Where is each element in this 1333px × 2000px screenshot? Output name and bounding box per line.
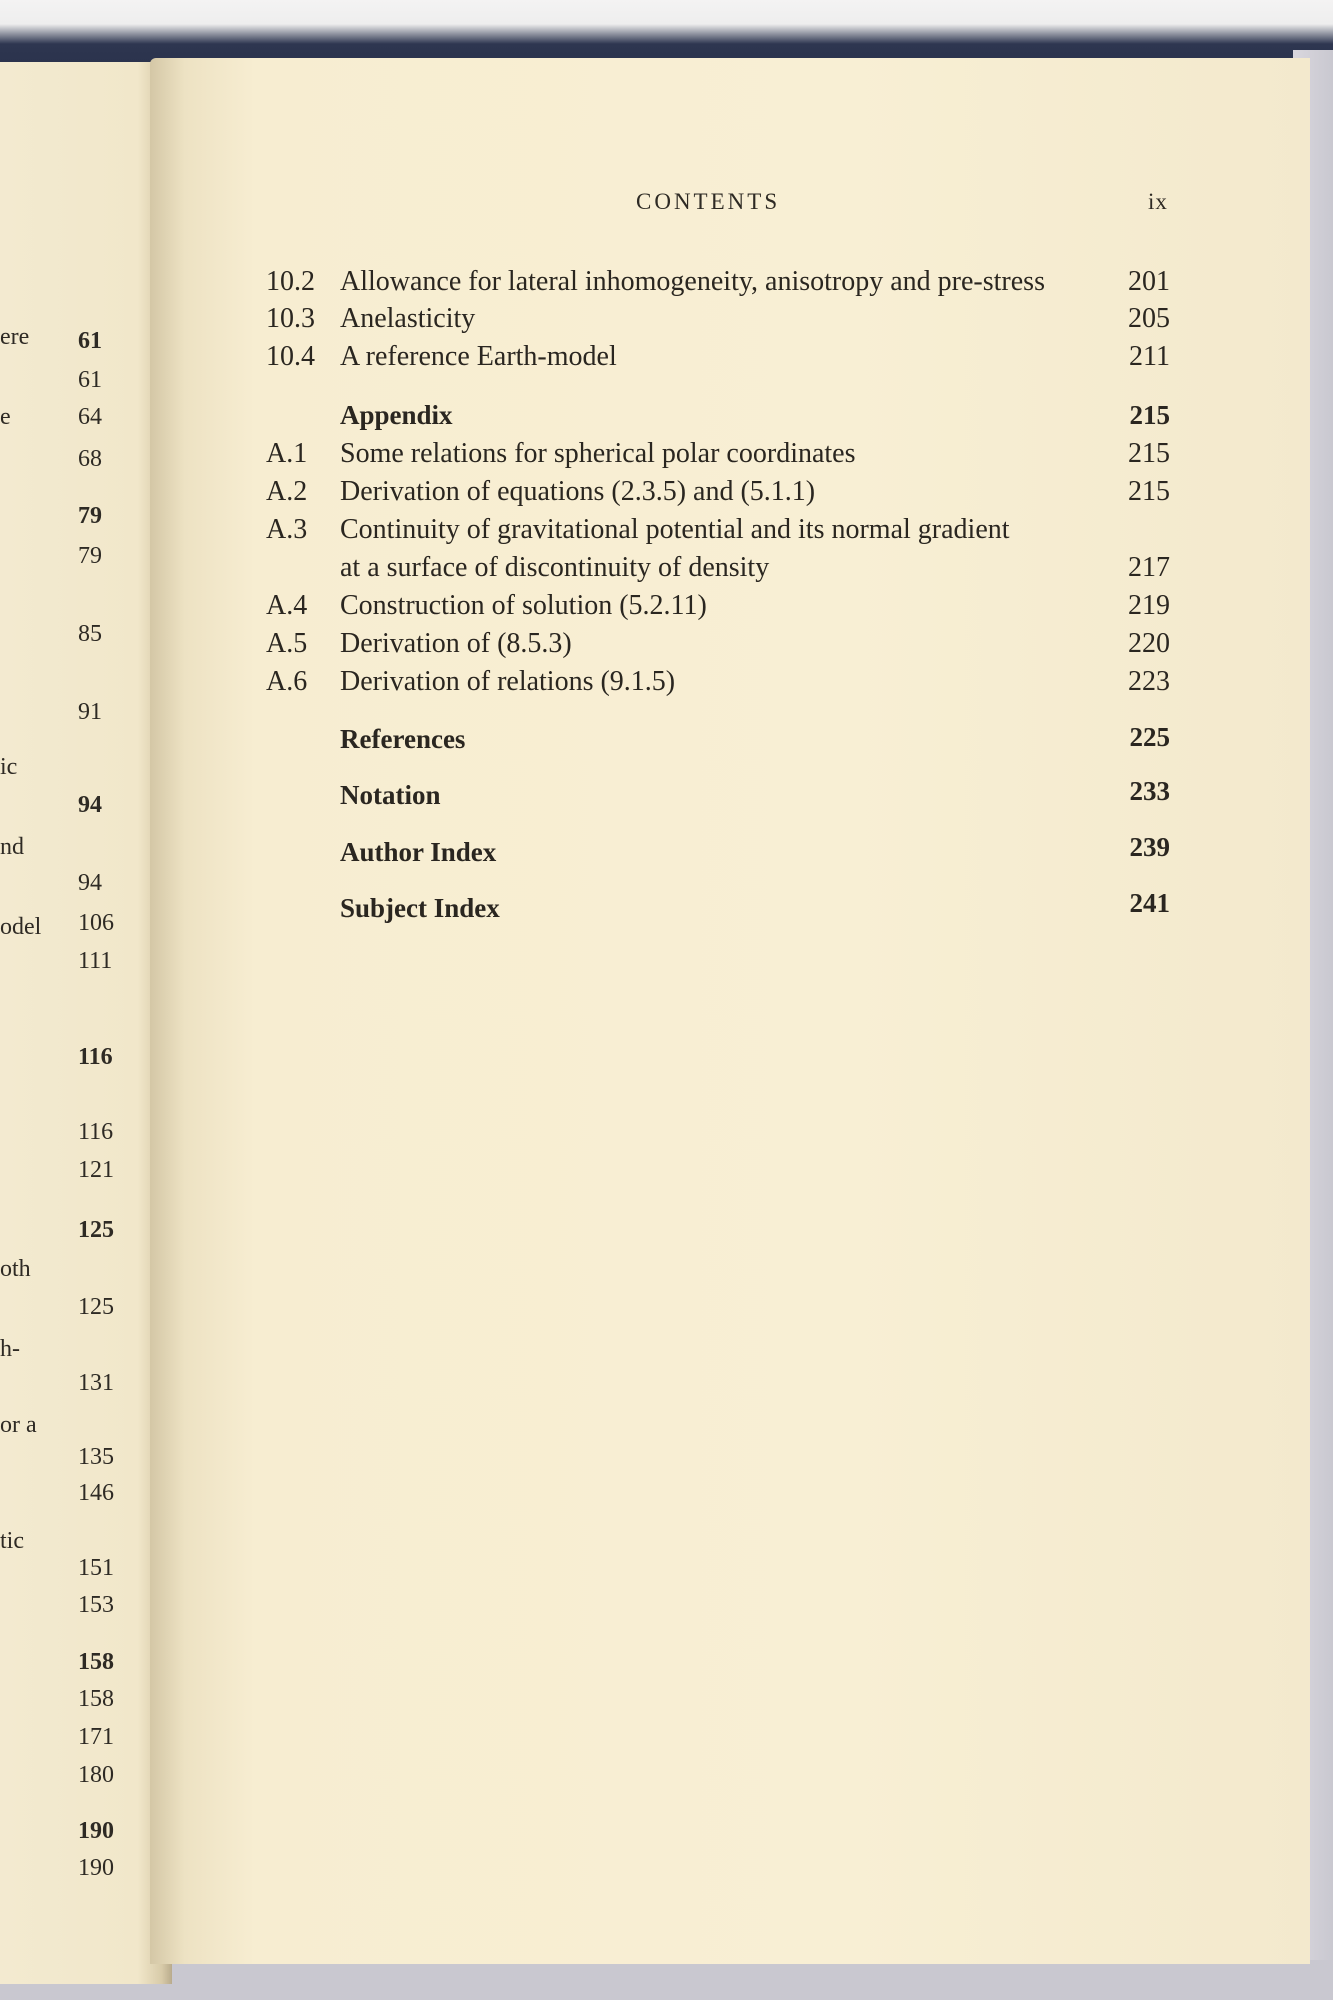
entry-number: A.5 (266, 628, 308, 659)
left-page-number: 85 (78, 621, 102, 647)
section-page: 215 (1129, 400, 1170, 430)
left-page-number: 171 (78, 1724, 114, 1750)
entry-title: at a surface of discontinuity of density (340, 552, 770, 583)
section-title: Subject Index (340, 893, 500, 923)
entry-number: A.1 (266, 438, 308, 469)
section-title: References (340, 724, 466, 754)
left-page-number: 153 (78, 1592, 114, 1618)
left-page-number: 79 (78, 503, 102, 529)
left-page-number: 158 (78, 1649, 114, 1675)
running-header-title: CONTENTS (636, 189, 781, 214)
left-page-number: 61 (78, 328, 102, 354)
section-title: Notation (340, 780, 441, 810)
left-text-fragment: nd (0, 834, 24, 860)
section-page: 241 (1129, 888, 1170, 918)
left-page-number: 121 (78, 1157, 114, 1183)
entry-title: Anelasticity (340, 303, 476, 334)
left-page-number: 94 (78, 792, 102, 818)
left-text-fragment: ere (0, 324, 30, 350)
section-page: 225 (1129, 722, 1170, 752)
entry-number: A.4 (266, 590, 308, 621)
left-page-number: 180 (78, 1762, 114, 1788)
left-text-fragment: or a (0, 1412, 37, 1438)
section-page: 239 (1129, 832, 1170, 862)
left-page-number: 131 (78, 1370, 114, 1396)
left-page-number: 106 (78, 910, 114, 936)
left-page-number: 61 (78, 367, 102, 393)
left-text-fragment: h- (0, 1336, 20, 1362)
left-text-fragment: ic (0, 754, 18, 780)
left-page-number: 146 (78, 1480, 114, 1506)
entry-title: Derivation of (8.5.3) (340, 628, 572, 659)
left-page-number: 116 (78, 1119, 114, 1145)
entry-number: 10.4 (266, 341, 315, 372)
left-page-number: 79 (78, 543, 102, 569)
left-page-number: 91 (78, 699, 102, 725)
entry-page: 223 (1128, 666, 1170, 697)
left-page-number: 190 (78, 1855, 114, 1881)
entry-title: Some relations for spherical polar coordinates (340, 438, 856, 469)
left-page-number: 116 (78, 1044, 113, 1070)
entry-title: Continuity of gravitational potential and its normal gradient (340, 514, 1010, 545)
entry-page: 217 (1128, 552, 1170, 583)
entry-page: 220 (1128, 628, 1170, 659)
entry-title: Construction of solution (5.2.11) (340, 590, 707, 621)
entry-title: Derivation of relations (9.1.5) (340, 666, 676, 697)
entry-page: 215 (1128, 476, 1170, 507)
entry-page: 201 (1128, 266, 1170, 297)
entry-page: 211 (1129, 341, 1170, 372)
left-page-number: 135 (78, 1444, 114, 1470)
left-page-number: 64 (78, 404, 102, 430)
entry-page: 219 (1128, 590, 1170, 621)
left-page-number: 125 (78, 1294, 114, 1320)
left-page-number: 158 (78, 1686, 114, 1712)
left-text-fragment: e (0, 404, 11, 430)
section-page: 233 (1129, 776, 1170, 806)
left-page-number: 94 (78, 870, 102, 896)
left-page-number: 151 (78, 1555, 114, 1581)
entry-number: 10.2 (266, 266, 315, 297)
section-title: Appendix (340, 400, 453, 430)
entry-title: Derivation of equations (2.3.5) and (5.1.1) (340, 476, 816, 507)
running-header-page-number: ix (1148, 189, 1168, 214)
entry-number: 10.3 (266, 303, 315, 334)
entry-number: A.6 (266, 666, 308, 697)
entry-title: Allowance for lateral inhomogeneity, anisotropy and pre-stress (340, 266, 1045, 297)
entry-number: A.2 (266, 476, 308, 507)
left-page-number: 68 (78, 446, 102, 472)
entry-page: 215 (1128, 438, 1170, 469)
left-page (0, 62, 172, 1984)
section-title: Author Index (340, 837, 497, 867)
left-page-number: 111 (78, 948, 113, 974)
left-page-number: 125 (78, 1217, 114, 1243)
entry-number: A.3 (266, 514, 308, 545)
left-text-fragment: oth (0, 1256, 31, 1282)
book-cover-bottom (0, 1960, 1333, 2000)
left-text-fragment: tic (0, 1528, 24, 1554)
entry-page: 205 (1128, 303, 1170, 334)
left-page-number: 190 (78, 1818, 114, 1844)
entry-title: A reference Earth-model (340, 341, 617, 372)
left-text-fragment: odel (0, 914, 42, 940)
